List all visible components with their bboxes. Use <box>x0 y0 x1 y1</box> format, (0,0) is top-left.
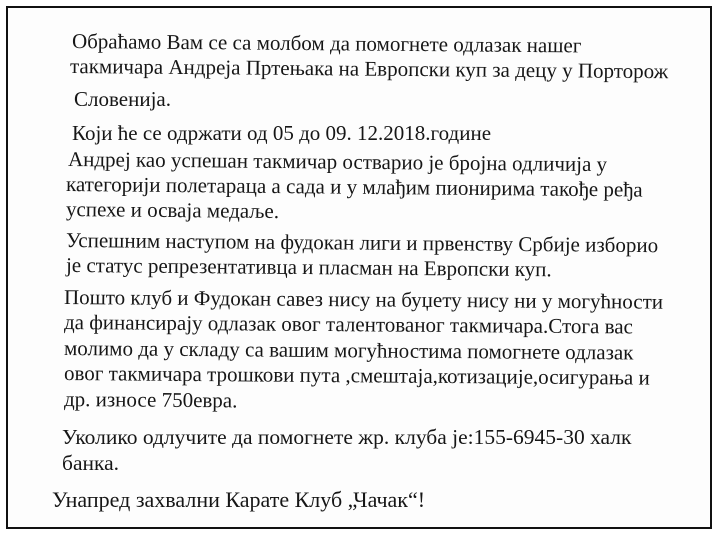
letter-line: Успешним наступом на фудокан лиги и првенству Србије изборио <box>65 228 659 258</box>
letter-line: Који ће се одржати од 05 до 09. 12.2018.године <box>72 121 492 145</box>
letter-line: Словенија. <box>74 87 171 111</box>
letter-line: такмичара Андреја Пртењака на Европски куп за децу у Порторож <box>69 54 669 84</box>
letter-line: др. износе 750евра. <box>63 387 238 413</box>
letter-line: банка. <box>62 451 120 475</box>
letter-line: молимо да у складу са вашим могућностима помогнете одлазак <box>63 336 634 365</box>
letter-line: да финансирају одлазак овог талентованог такмичара.Стога вас <box>63 310 634 339</box>
letter-line: је статус репрезентативца и пласман на Европски куп. <box>65 253 552 282</box>
letter-line: успехе и осваја медаље. <box>65 197 280 224</box>
scanned-letter <box>6 6 712 529</box>
letter-signoff: Унапред захвални Карате Клуб „Чачак“! <box>52 487 426 512</box>
letter-line: категорији полетараца а сада и у млађим пионирима такође ређа <box>65 172 643 202</box>
letter-line: овог такмичара трошкови пута ,смештаја,котизације,осигурања и <box>63 361 650 390</box>
letter-line: Андреј као успешан такмичар остварио је бројна одличија у <box>67 147 608 177</box>
letter-line: Пошто клуб и Фудокан савез нису на буџету нису ни у могућности <box>63 285 664 314</box>
letter-line: Обраћамо Вам се са молбом да помогнете одлазак нашег <box>71 29 582 58</box>
letter-line: Уколико одлучите да помогнете жр. клуба је:155-6945-30 халк <box>62 425 632 449</box>
